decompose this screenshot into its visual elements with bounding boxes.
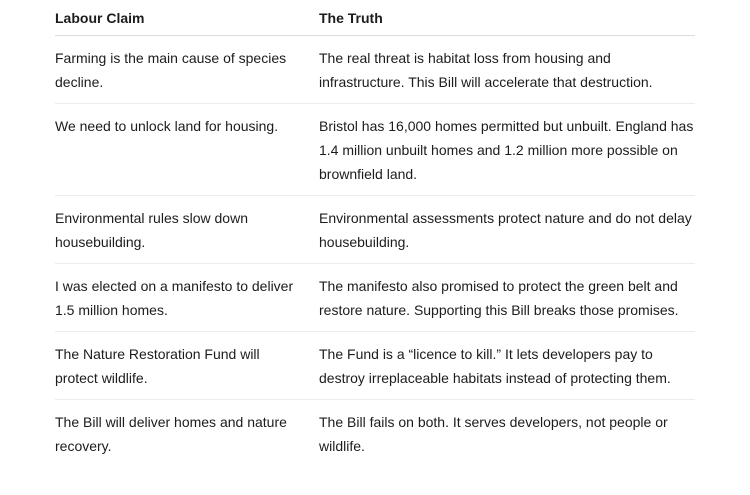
table-body	[55, 36, 695, 468]
claim-cell: We need to unlock land for housing.	[55, 104, 319, 196]
table-row	[55, 196, 695, 264]
table-row	[55, 36, 695, 104]
truth-cell: The Fund is a “licence to kill.” It lets developers pay to destroy irreplaceable habitats instead of protecting them.	[319, 332, 695, 400]
claims-vs-truth-table	[55, 0, 695, 467]
header-row	[55, 0, 695, 36]
claim-cell: Farming is the main cause of species decline.	[55, 36, 319, 104]
truth-cell: Bristol has 16,000 homes permitted but unbuilt. England has 1.4 million unbuilt homes and 1.2 million more possible on brownfield land.	[319, 104, 695, 196]
header-the-truth: The Truth	[319, 0, 695, 36]
claim-cell: I was elected on a manifesto to deliver 1.5 million homes.	[55, 264, 319, 332]
truth-cell: The Bill fails on both. It serves developers, not people or wildlife.	[319, 414, 668, 454]
claim-cell: Environmental rules slow down housebuilding.	[55, 196, 319, 264]
truth-cell: Environmental assessments protect nature and do not delay housebuilding.	[319, 196, 695, 264]
table-row	[55, 104, 695, 196]
table-row	[55, 400, 695, 468]
table-header	[55, 0, 695, 36]
table-row	[55, 264, 695, 332]
truth-cell: The real threat is habitat loss from housing and infrastructure. This Bill will accelerate that destruction.	[319, 36, 695, 104]
table-row	[55, 332, 695, 400]
truth-cell: The manifesto also promised to protect the green belt and restore nature. Supporting this Bill breaks those promises.	[319, 264, 695, 332]
header-labour-claim: Labour Claim	[55, 0, 319, 36]
claim-cell: The Bill will deliver homes and nature recovery.	[55, 414, 287, 454]
claim-cell: The Nature Restoration Fund will protect wildlife.	[55, 332, 319, 400]
claims-table-container	[55, 0, 695, 467]
